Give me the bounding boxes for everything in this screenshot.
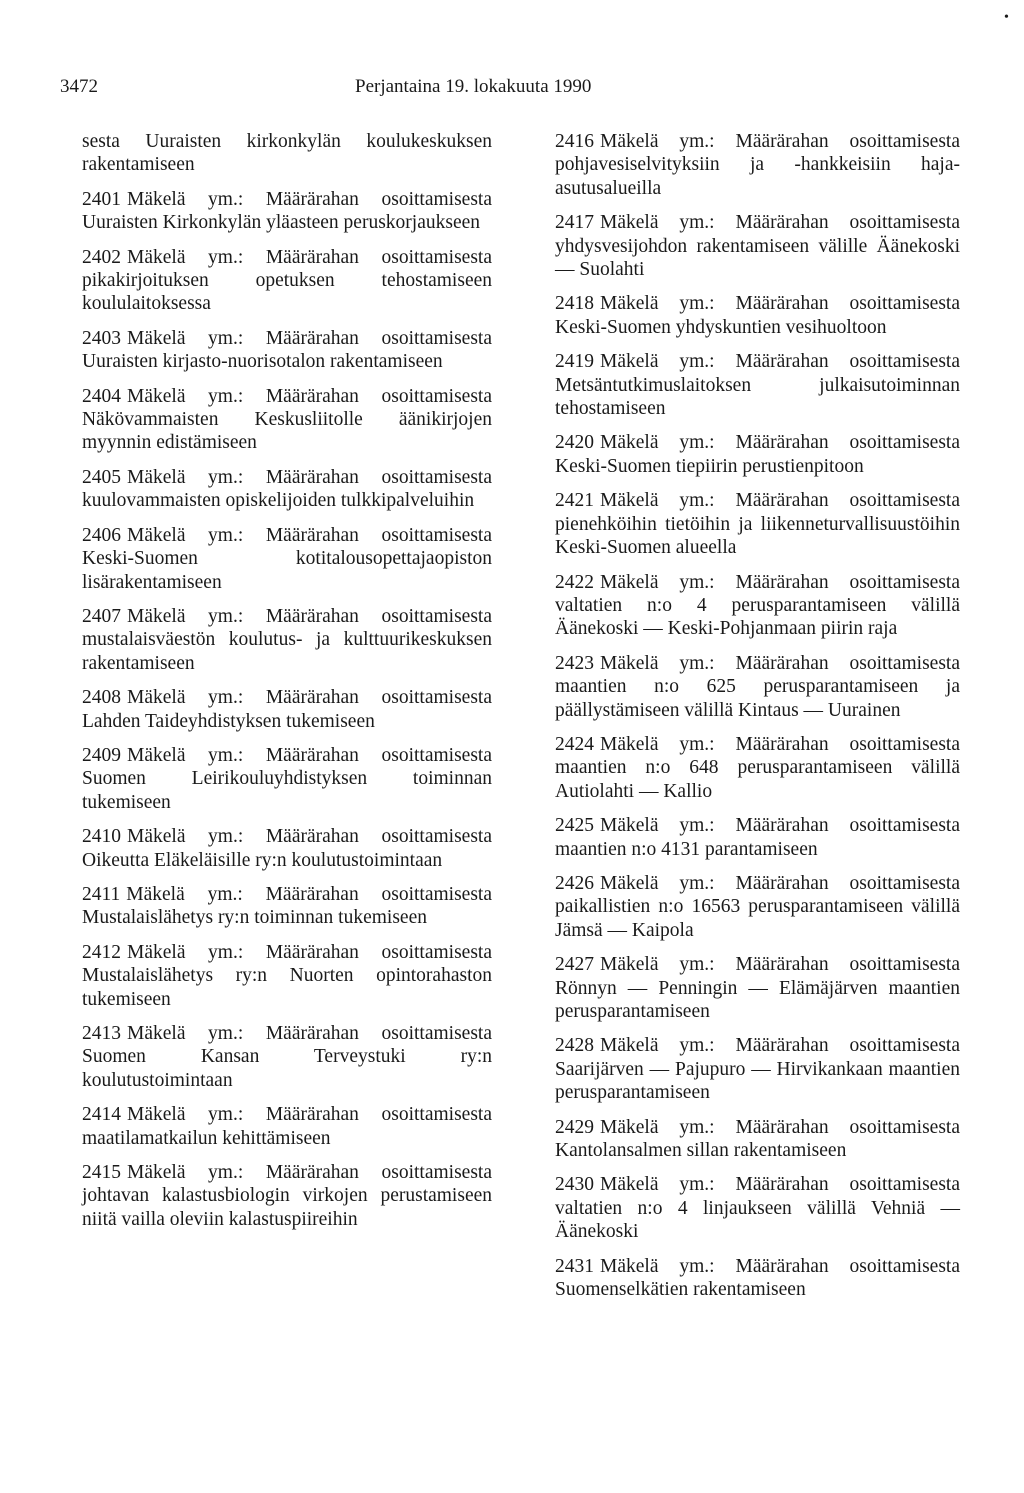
motion-number: 2407	[82, 605, 121, 627]
list-item	[82, 605, 492, 675]
list-item	[555, 571, 960, 641]
list-item	[555, 489, 960, 559]
list-item	[555, 1034, 960, 1104]
motion-number: 2401	[82, 188, 121, 210]
motion-text: Mäkelä ym.: Määrärahan osoittamisesta valtatien n:o 4 perusparantamiseen välillä Äänekoski — Keski-Pohjanmaan piirin raja	[555, 571, 960, 640]
motion-number: 2417	[555, 212, 594, 234]
motion-number: 2420	[555, 432, 594, 454]
motion-text: Mäkelä ym.: Määrärahan osoittamisesta maantien n:o 648 perusparantamiseen välillä Autiolahti — Kallio	[555, 733, 960, 802]
motion-text: Mäkelä ym.: Määrärahan osoittamisesta pikakirjoituksen opetuksen tehostamiseen koululaitoksessa	[82, 246, 492, 315]
list-item	[555, 1255, 960, 1302]
motion-number: 2425	[555, 815, 594, 837]
motion-text: Mäkelä ym.: Määrärahan osoittamisesta Suomenselkätien rakentamiseen	[555, 1255, 960, 1301]
motion-number: 2412	[82, 941, 121, 963]
corner-mark: •	[1004, 10, 1009, 25]
motion-number: 2431	[555, 1255, 594, 1277]
list-item	[555, 292, 960, 339]
motion-text: Mäkelä ym.: Määrärahan osoittamisesta mustalaisväestön koulutus- ja kulttuurikeskuksen rakentamiseen	[82, 605, 492, 674]
motion-text: Mäkelä ym.: Määrärahan osoittamisesta Lahden Taideyhdistyksen tukemiseen	[82, 687, 492, 732]
list-item	[82, 466, 492, 513]
motion-number: 2429	[555, 1116, 594, 1138]
motion-text: Mäkelä ym.: Määrärahan osoittamisesta johtavan kalastusbiologin virkojen perustamiseen niitä vailla oleviin kalastuspiireihin	[82, 1162, 492, 1230]
motion-number: 2408	[82, 687, 121, 709]
motion-number: 2424	[555, 733, 594, 755]
list-item	[555, 431, 960, 478]
motion-text: Mäkelä ym.: Määrärahan osoittamisesta yhdysvesijohdon rakentamiseen välille Äänekoski — Suolahti	[555, 212, 960, 281]
motion-number: 2423	[555, 652, 594, 674]
list-item	[82, 524, 492, 594]
motion-number: 2402	[82, 246, 121, 268]
motion-text: Mäkelä ym.: Määrärahan osoittamisesta Oikeutta Eläkeläisille ry:n koulutustoimintaan	[82, 826, 492, 871]
motion-text: Mäkelä ym.: Määrärahan osoittamisesta Rönnyn — Penningin — Elämäjärven maantien perusparantamiseen	[555, 954, 960, 1022]
motion-number: 2410	[82, 826, 121, 848]
motion-text: Mäkelä ym.: Määrärahan osoittamisesta Keski-Suomen kotitalousopettajaopiston lisärakentamiseen	[82, 524, 492, 593]
motion-number: 2415	[82, 1162, 121, 1184]
motion-number: 2427	[555, 954, 594, 976]
right-column	[555, 130, 960, 1312]
motion-number: 2428	[555, 1035, 594, 1057]
motion-text: Mäkelä ym.: Määrärahan osoittamisesta Mustalaislähetys ry:n toiminnan tukemiseen	[82, 883, 492, 929]
motion-text: Mäkelä ym.: Määrärahan osoittamisesta Näkövammaisten Keskusliitolle äänikirjojen myynnin edistämiseen	[82, 385, 492, 454]
left-column	[82, 130, 492, 1242]
list-item	[555, 733, 960, 803]
list-item	[82, 327, 492, 374]
motion-text: Mäkelä ym.: Määrärahan osoittamisesta maantien n:o 625 perusparantamiseen ja päällystämiseen välillä Kintaus — Uurainen	[555, 652, 960, 721]
motion-text: Mäkelä ym.: Määrärahan osoittamisesta kuulovammaisten opiskelijoiden tulkkipalveluihin	[82, 466, 492, 512]
motion-text: Mäkelä ym.: Määrärahan osoittamisesta Keski-Suomen tiepiirin perustienpitoon	[555, 432, 960, 477]
motion-text: Mäkelä ym.: Määrärahan osoittamisesta Uuraisten Kirkonkylän yläasteen peruskorjaukseen	[82, 188, 492, 234]
list-item	[82, 1022, 492, 1092]
motion-text: Mäkelä ym.: Määrärahan osoittamisesta pohjavesiselvityksiin ja -hankkeisiin haja-asutusalueilla	[555, 131, 960, 199]
motion-number: 2418	[555, 293, 594, 315]
motion-text: Mäkelä ym.: Määrärahan osoittamisesta paikallistien n:o 16563 perusparantamiseen välillä Jämsä — Kaipola	[555, 872, 960, 941]
page-number: 3472	[60, 76, 98, 97]
motion-text: sesta Uuraisten kirkonkylän koulukeskuksen rakentamiseen	[82, 131, 492, 176]
motion-number: 2404	[82, 385, 121, 407]
motion-text: Mäkelä ym.: Määrärahan osoittamisesta pienehköihin tietöihin ja liikenneturvallisuustöihin Keski-Suomen alueella	[555, 490, 960, 559]
list-item	[82, 246, 492, 316]
motion-text: Mäkelä ym.: Määrärahan osoittamisesta Saarijärven — Pajupuro — Hirvikankaan maantien perusparantamiseen	[555, 1035, 960, 1104]
motion-number: 2403	[82, 327, 121, 349]
motion-number: 2411	[82, 883, 121, 905]
motion-text: Mäkelä ym.: Määrärahan osoittamisesta Suomen Kansan Terveystuki ry:n koulutustoimintaan	[82, 1023, 492, 1091]
list-item	[555, 211, 960, 281]
list-item	[82, 744, 492, 814]
motion-number: 2430	[555, 1174, 594, 1196]
motion-text: Mäkelä ym.: Määrärahan osoittamisesta valtatien n:o 4 linjaukseen välillä Vehniä — Äänekoski	[555, 1174, 960, 1243]
motion-text: Mäkelä ym.: Määrärahan osoittamisesta Kantolansalmen sillan rakentamiseen	[555, 1116, 960, 1162]
motion-number: 2419	[555, 351, 594, 373]
list-item	[555, 130, 960, 200]
list-item	[82, 883, 492, 930]
motion-number: 2406	[82, 524, 121, 546]
list-item	[82, 130, 492, 177]
list-item	[82, 188, 492, 235]
motion-number: 2426	[555, 872, 594, 894]
list-item	[555, 1173, 960, 1243]
motion-text: Mäkelä ym.: Määrärahan osoittamisesta Suomen Leirikouluyhdistyksen toiminnan tukemiseen	[82, 744, 492, 813]
list-item	[82, 825, 492, 872]
motion-text: Mäkelä ym.: Määrärahan osoittamisesta maatilamatkailun kehittämiseen	[82, 1104, 492, 1149]
motion-number: 2405	[82, 466, 121, 488]
motion-number: 2421	[555, 490, 594, 512]
motion-number: 2414	[82, 1104, 121, 1126]
list-item	[555, 814, 960, 861]
list-item	[555, 350, 960, 420]
list-item	[82, 686, 492, 733]
page-date-header: Perjantaina 19. lokakuuta 1990	[355, 76, 592, 97]
motion-text: Mäkelä ym.: Määrärahan osoittamisesta Mustalaislähetys ry:n Nuorten opintorahaston tukemiseen	[82, 941, 492, 1010]
motion-number: 2409	[82, 744, 121, 766]
motion-text: Mäkelä ym.: Määrärahan osoittamisesta Metsäntutkimuslaitoksen julkaisutoiminnan tehostamiseen	[555, 351, 960, 420]
list-item	[82, 1103, 492, 1150]
list-item	[555, 953, 960, 1023]
list-item	[82, 941, 492, 1011]
list-item	[82, 1161, 492, 1231]
motion-text: Mäkelä ym.: Määrärahan osoittamisesta Keski-Suomen yhdyskuntien vesihuoltoon	[555, 293, 960, 338]
motion-number: 2422	[555, 571, 594, 593]
list-item	[82, 385, 492, 455]
motion-text: Mäkelä ym.: Määrärahan osoittamisesta maantien n:o 4131 parantamiseen	[555, 815, 960, 860]
list-item	[555, 872, 960, 942]
motion-text: Mäkelä ym.: Määrärahan osoittamisesta Uuraisten kirjasto-nuorisotalon rakentamiseen	[82, 327, 492, 373]
list-item	[555, 652, 960, 722]
motion-number: 2416	[555, 131, 594, 152]
motion-number: 2413	[82, 1023, 121, 1044]
list-item	[555, 1116, 960, 1163]
